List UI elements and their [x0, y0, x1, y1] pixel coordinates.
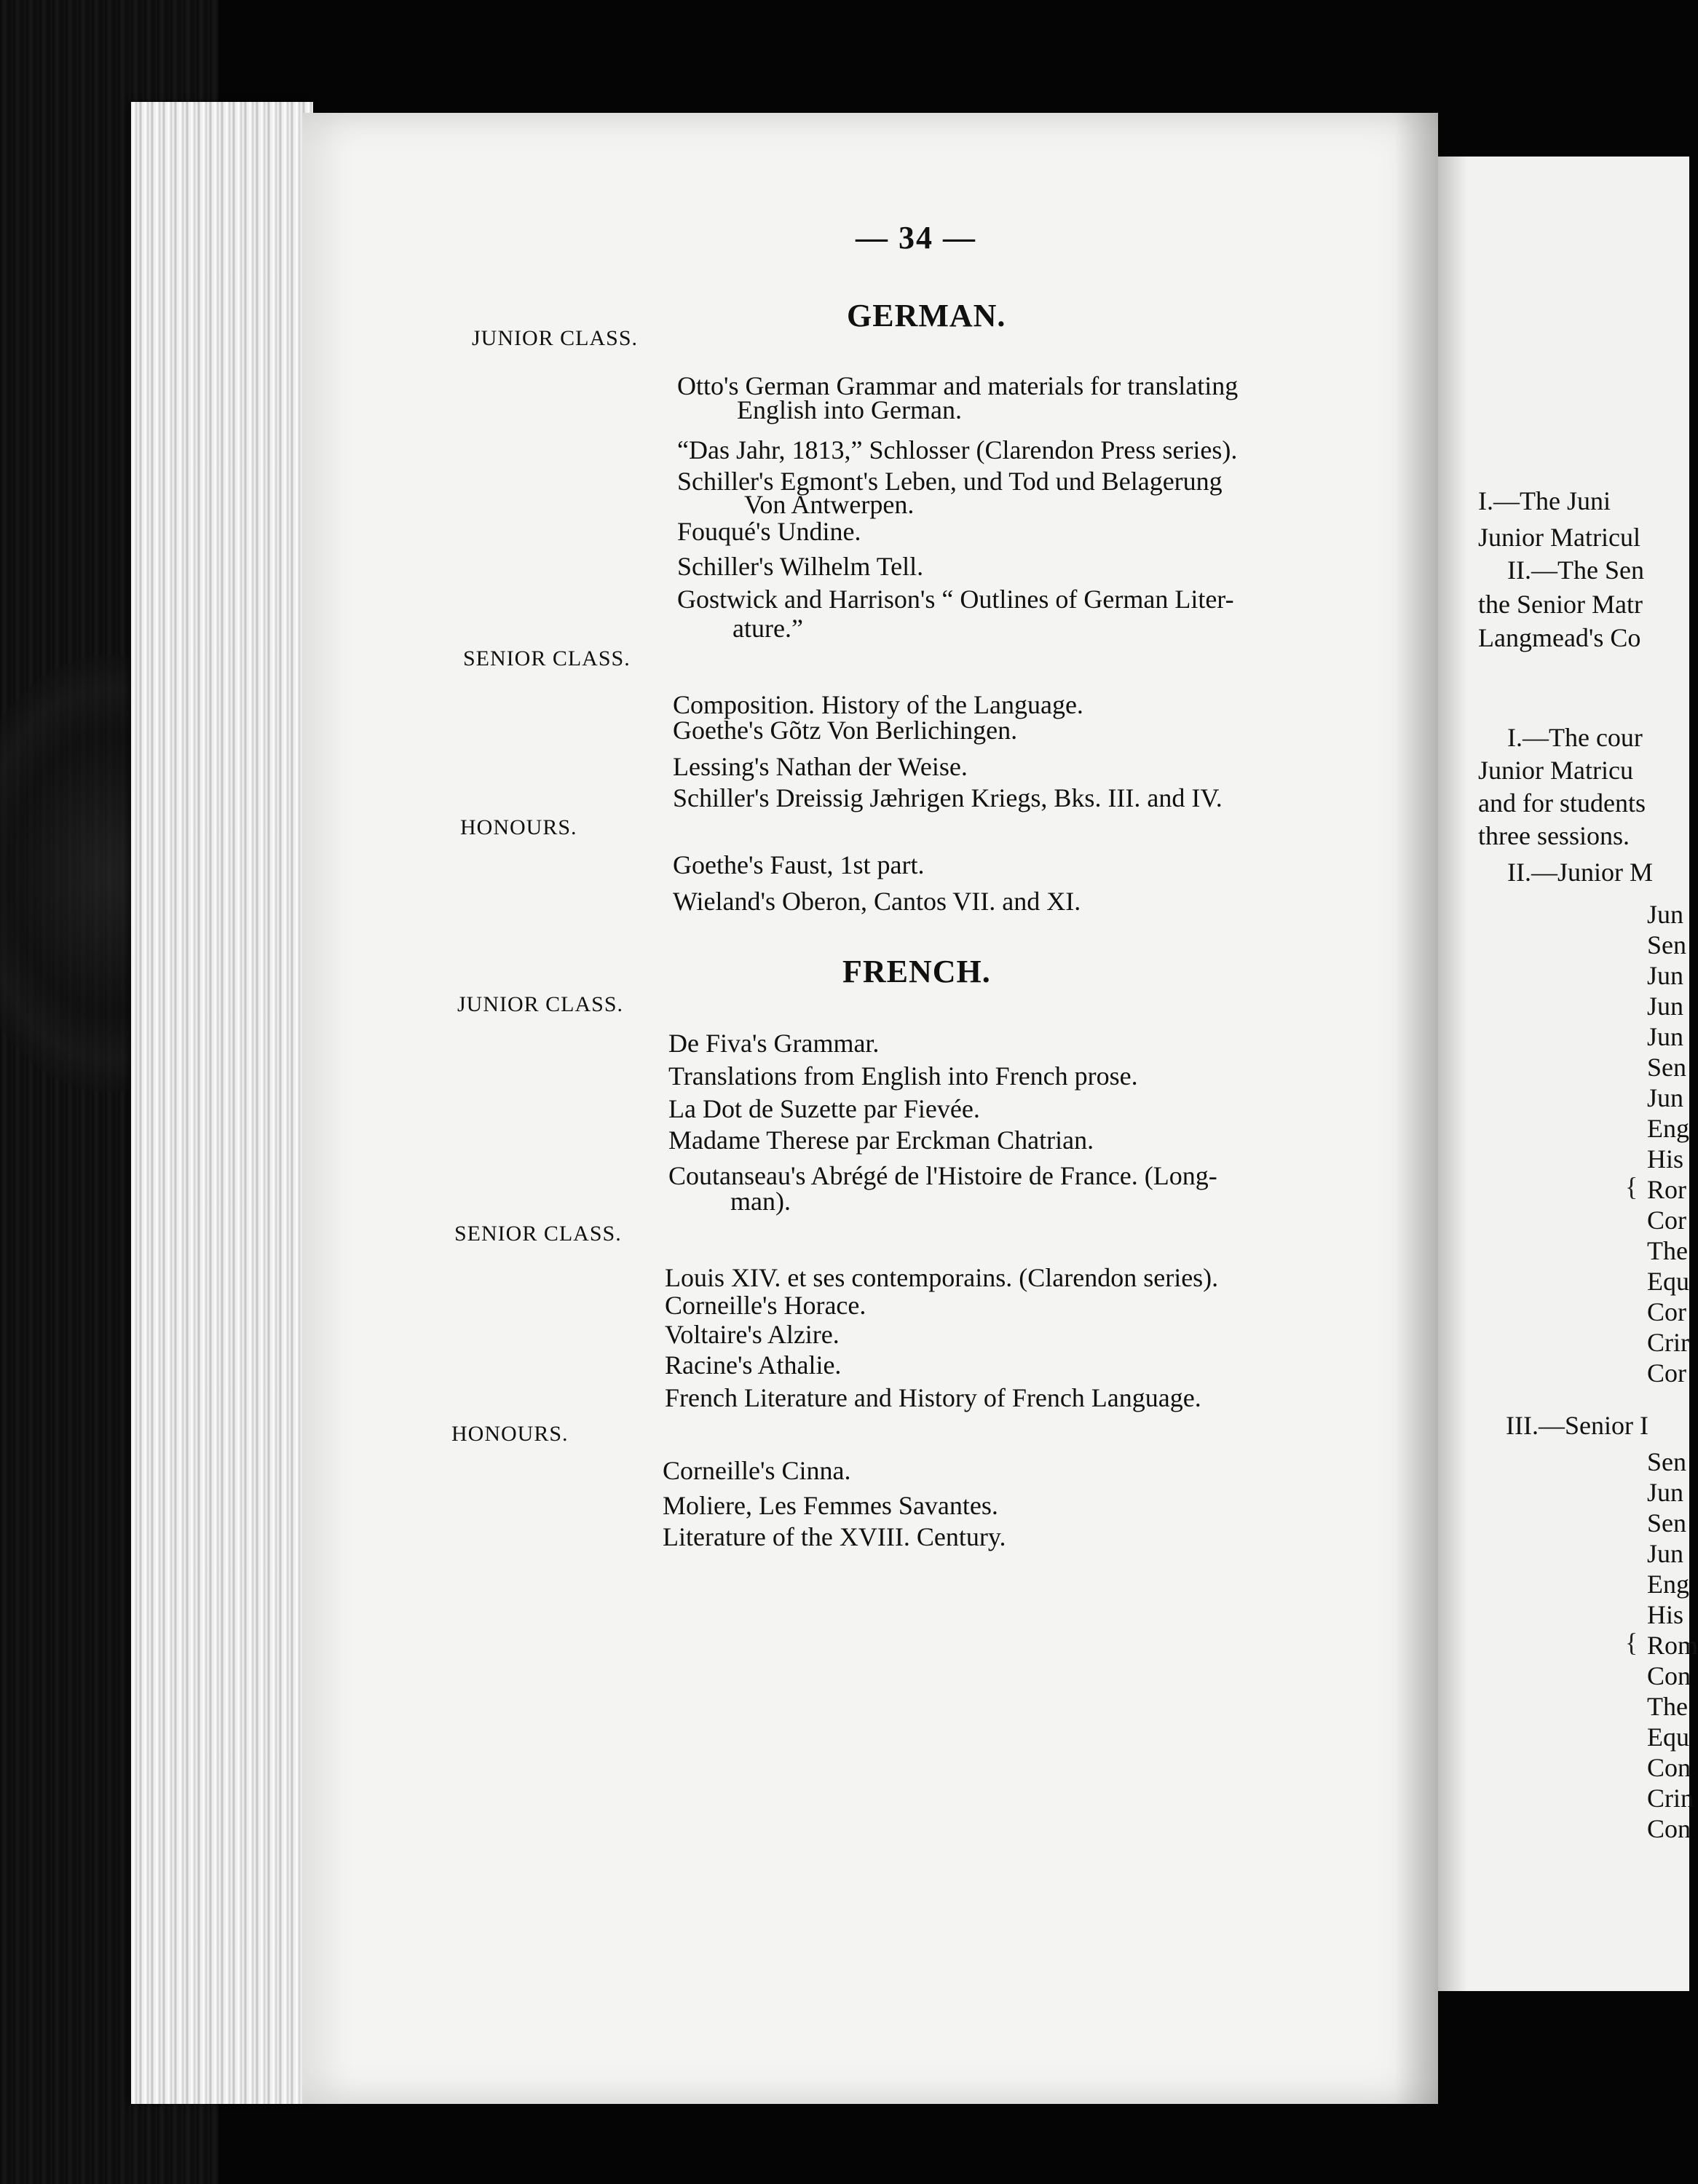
list-item: Voltaire's Alzire.: [665, 1320, 840, 1349]
facing-list-item: Equ: [1647, 1722, 1689, 1752]
facing-list-item: Jun: [1647, 961, 1684, 990]
facing-line: II.—Junior M: [1507, 858, 1653, 887]
list-item: Composition. History of the Language.: [673, 690, 1083, 719]
facing-list-item: Con: [1647, 1661, 1691, 1690]
facing-line: and for students: [1478, 788, 1646, 818]
french-senior-label: SENIOR CLASS.: [454, 1222, 622, 1246]
list-item: English into German.: [737, 395, 962, 424]
list-item: De Fiva's Grammar.: [668, 1029, 880, 1058]
german-honours-label: HONOURS.: [460, 815, 577, 839]
list-item: Goethe's Faust, 1st part.: [673, 850, 925, 879]
facing-list-item: Cor: [1647, 1206, 1686, 1235]
facing-list-item: Jun: [1647, 992, 1684, 1021]
list-item: Schiller's Egmont's Leben, und Tod und Belagerung: [677, 467, 1223, 496]
list-item: Corneille's Cinna.: [663, 1456, 851, 1485]
facing-list-item: Jun: [1647, 1478, 1684, 1507]
facing-line: II.—The Sen: [1507, 555, 1644, 585]
facing-list-item: Ror: [1647, 1175, 1686, 1204]
page-edges: [131, 102, 313, 2104]
facing-list-item: Eng: [1647, 1114, 1689, 1143]
german-heading: GERMAN.: [847, 298, 1006, 333]
facing-list-item: Jun: [1647, 1022, 1684, 1051]
facing-list-item: The: [1647, 1236, 1688, 1265]
list-item: man).: [730, 1187, 791, 1216]
page-number: — 34 —: [856, 220, 976, 256]
list-item: ature.”: [732, 614, 803, 643]
french-honours-label: HONOURS.: [451, 1422, 569, 1446]
facing-list-item: Jun: [1647, 900, 1684, 929]
list-item: French Literature and History of French Language.: [665, 1383, 1201, 1412]
facing-list-item: Crir: [1647, 1328, 1689, 1357]
facing-line: I.—The Juni: [1478, 486, 1611, 515]
list-item: Schiller's Wilhelm Tell.: [677, 552, 924, 581]
german-junior-label: JUNIOR CLASS.: [472, 326, 639, 350]
facing-list-item: His: [1647, 1600, 1684, 1629]
facing-list-item: Sen: [1647, 1053, 1686, 1082]
facing-list-item: Sen: [1647, 1508, 1686, 1538]
brace-icon: {: [1625, 1172, 1638, 1201]
list-item: Schiller's Dreissig Jæhrigen Kriegs, Bks. III. and IV.: [673, 783, 1223, 812]
facing-list-item: Jun: [1647, 1083, 1684, 1112]
list-item: La Dot de Suzette par Fievée.: [668, 1094, 980, 1123]
list-item: Otto's German Grammar and materials for translating: [677, 371, 1239, 400]
facing-list-item: Cor: [1647, 1297, 1686, 1326]
list-item: Von Antwerpen.: [744, 490, 915, 519]
facing-list-item: Sen: [1647, 930, 1686, 960]
facing-list-item: Con: [1647, 1753, 1691, 1782]
list-item: Literature of the XVIII. Century.: [663, 1522, 1006, 1551]
facing-list-item: Crin: [1647, 1784, 1694, 1813]
list-item: Wieland's Oberon, Cantos VII. and XI.: [673, 887, 1081, 916]
facing-list-item: Eng: [1647, 1570, 1689, 1599]
facing-heading: III.—Senior I: [1506, 1411, 1648, 1440]
list-item: Fouqué's Undine.: [677, 517, 861, 546]
facing-line: three sessions.: [1478, 821, 1630, 850]
facing-line: Junior Matricu: [1478, 756, 1633, 785]
list-item: Goethe's Gõtz Von Berlichingen.: [673, 716, 1018, 745]
page-gutter: [1394, 113, 1438, 2104]
facing-line: Junior Matricul: [1478, 523, 1640, 552]
french-heading: FRENCH.: [842, 954, 991, 989]
facing-list-item: Sen: [1647, 1447, 1686, 1476]
list-item: Coutanseau's Abrégé de l'Histoire de France. (Long-: [668, 1161, 1217, 1190]
list-item: Moliere, Les Femmes Savantes.: [663, 1491, 998, 1520]
facing-list-item: Con: [1647, 1814, 1691, 1843]
list-item: Louis XIV. et ses contemporains. (Clarendon series).: [665, 1263, 1219, 1292]
facing-list-item: Equ: [1647, 1267, 1689, 1296]
facing-list-item: Cor: [1647, 1358, 1686, 1388]
facing-line: I.—The cour: [1507, 723, 1643, 752]
brace-icon: {: [1625, 1628, 1638, 1657]
facing-list-item: Jun: [1647, 1539, 1684, 1568]
list-item: Madame Therese par Erckman Chatrian.: [668, 1125, 1094, 1155]
french-junior-label: JUNIOR CLASS.: [457, 992, 624, 1016]
facing-line: the Senior Matr: [1478, 590, 1643, 619]
facing-list-item: The: [1647, 1692, 1688, 1721]
list-item: Racine's Athalie.: [665, 1350, 842, 1380]
facing-line: Langmead's Co: [1478, 623, 1641, 652]
list-item: “Das Jahr, 1813,” Schlosser (Clarendon Press series).: [677, 435, 1238, 464]
list-item: Corneille's Horace.: [665, 1291, 866, 1320]
facing-list-item: Rom: [1647, 1631, 1698, 1660]
list-item: Lessing's Nathan der Weise.: [673, 752, 968, 781]
facing-list-item: His: [1647, 1144, 1684, 1174]
list-item: Gostwick and Harrison's “ Outlines of German Liter-: [677, 585, 1234, 614]
list-item: Translations from English into French prose.: [668, 1061, 1138, 1091]
german-senior-label: SENIOR CLASS.: [463, 646, 631, 670]
